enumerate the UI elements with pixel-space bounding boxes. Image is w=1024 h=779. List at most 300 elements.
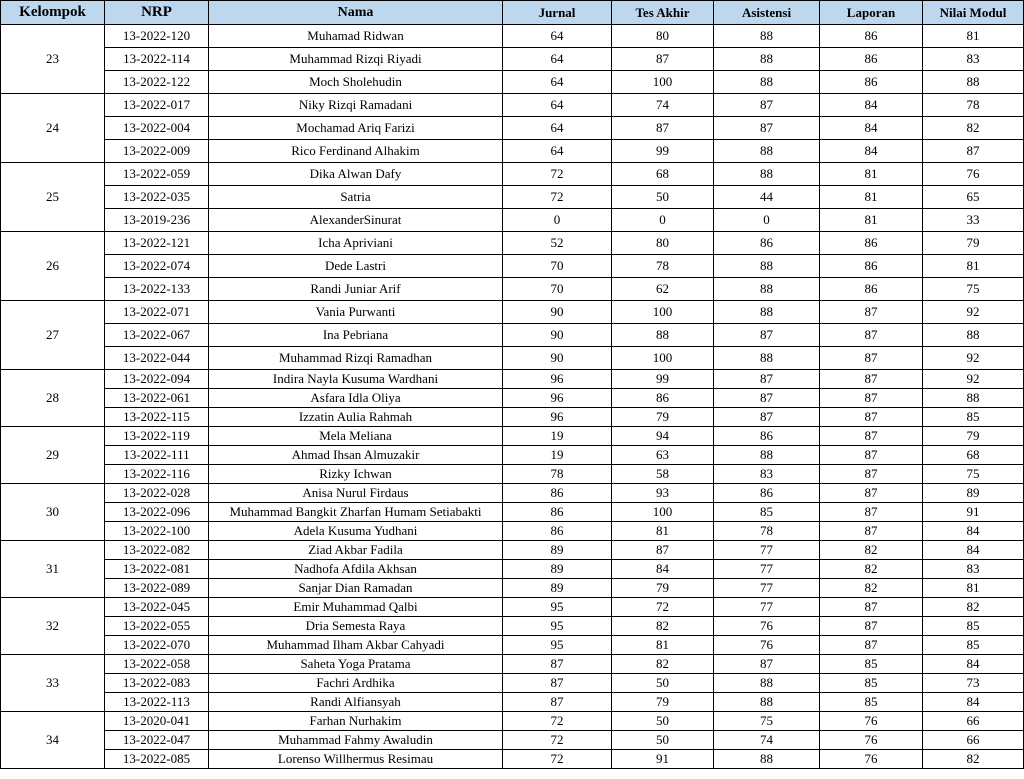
jurnal-cell: 70	[503, 278, 612, 301]
asistensi-cell: 83	[714, 465, 820, 484]
table-row	[1, 598, 1024, 617]
jurnal-cell: 72	[503, 163, 612, 186]
asistensi-cell: 88	[714, 446, 820, 465]
nilai-modul-cell: 81	[923, 579, 1024, 598]
laporan-cell: 84	[820, 140, 923, 163]
nama-cell: Sanjar Dian Ramadan	[209, 579, 503, 598]
asistensi-cell: 88	[714, 278, 820, 301]
nrp-cell: 13-2020-041	[105, 712, 209, 731]
tes-akhir-cell: 50	[612, 712, 714, 731]
jurnal-cell: 64	[503, 140, 612, 163]
jurnal-cell: 87	[503, 674, 612, 693]
asistensi-cell: 88	[714, 674, 820, 693]
tes-akhir-cell: 79	[612, 579, 714, 598]
tes-akhir-cell: 84	[612, 560, 714, 579]
jurnal-cell: 87	[503, 655, 612, 674]
nama-cell: Muhammad Bangkit Zharfan Humam Setiabakti	[209, 503, 503, 522]
laporan-cell: 87	[820, 503, 923, 522]
tes-akhir-cell: 62	[612, 278, 714, 301]
nilai-modul-cell: 66	[923, 731, 1024, 750]
header-kelompok: Kelompok	[1, 1, 105, 25]
tes-akhir-cell: 78	[612, 255, 714, 278]
asistensi-cell: 88	[714, 140, 820, 163]
table-row	[1, 370, 1024, 389]
jurnal-cell: 89	[503, 579, 612, 598]
table-row	[1, 324, 1024, 347]
nilai-modul-cell: 75	[923, 278, 1024, 301]
nrp-cell: 13-2022-070	[105, 636, 209, 655]
nrp-cell: 13-2022-071	[105, 301, 209, 324]
nama-cell: Asfara Idla Oliya	[209, 389, 503, 408]
header-jurnal: Jurnal	[503, 1, 612, 25]
asistensi-cell: 88	[714, 71, 820, 94]
nilai-modul-cell: 89	[923, 484, 1024, 503]
laporan-cell: 76	[820, 750, 923, 769]
tes-akhir-cell: 82	[612, 655, 714, 674]
nama-cell: Mochamad Ariq Farizi	[209, 117, 503, 140]
laporan-cell: 84	[820, 117, 923, 140]
jurnal-cell: 86	[503, 484, 612, 503]
tes-akhir-cell: 81	[612, 636, 714, 655]
table-row	[1, 522, 1024, 541]
nama-cell: Dede Lastri	[209, 255, 503, 278]
header-nama: Nama	[209, 1, 503, 25]
nilai-modul-cell: 91	[923, 503, 1024, 522]
nrp-cell: 13-2022-100	[105, 522, 209, 541]
laporan-cell: 86	[820, 48, 923, 71]
tes-akhir-cell: 87	[612, 48, 714, 71]
table-row	[1, 48, 1024, 71]
laporan-cell: 81	[820, 186, 923, 209]
nama-cell: Muhammad Fahmy Awaludin	[209, 731, 503, 750]
asistensi-cell: 85	[714, 503, 820, 522]
tes-akhir-cell: 99	[612, 140, 714, 163]
kelompok-cell: 25	[1, 163, 105, 232]
nrp-cell: 13-2022-045	[105, 598, 209, 617]
nrp-cell: 13-2022-121	[105, 232, 209, 255]
nrp-cell: 13-2022-074	[105, 255, 209, 278]
nama-cell: Moch Sholehudin	[209, 71, 503, 94]
asistensi-cell: 76	[714, 636, 820, 655]
kelompok-cell: 26	[1, 232, 105, 301]
table-row	[1, 278, 1024, 301]
asistensi-cell: 87	[714, 94, 820, 117]
asistensi-cell: 87	[714, 389, 820, 408]
asistensi-cell: 88	[714, 163, 820, 186]
nrp-cell: 13-2022-035	[105, 186, 209, 209]
nama-cell: Dika Alwan Dafy	[209, 163, 503, 186]
laporan-cell: 85	[820, 655, 923, 674]
tes-akhir-cell: 50	[612, 186, 714, 209]
jurnal-cell: 96	[503, 408, 612, 427]
asistensi-cell: 88	[714, 48, 820, 71]
table-row	[1, 117, 1024, 140]
asistensi-cell: 87	[714, 324, 820, 347]
table-row	[1, 636, 1024, 655]
jurnal-cell: 52	[503, 232, 612, 255]
table-row	[1, 731, 1024, 750]
tes-akhir-cell: 50	[612, 731, 714, 750]
laporan-cell: 81	[820, 163, 923, 186]
laporan-cell: 86	[820, 278, 923, 301]
nrp-cell: 13-2022-061	[105, 389, 209, 408]
header-tes-akhir: Tes Akhir	[612, 1, 714, 25]
asistensi-cell: 0	[714, 209, 820, 232]
jurnal-cell: 19	[503, 446, 612, 465]
nrp-cell: 13-2022-119	[105, 427, 209, 446]
header-asistensi: Asistensi	[714, 1, 820, 25]
nilai-modul-cell: 83	[923, 560, 1024, 579]
kelompok-cell: 28	[1, 370, 105, 427]
nama-cell: Saheta Yoga Pratama	[209, 655, 503, 674]
nrp-cell: 13-2022-044	[105, 347, 209, 370]
table-row	[1, 617, 1024, 636]
nrp-cell: 13-2022-004	[105, 117, 209, 140]
table-row	[1, 579, 1024, 598]
tes-akhir-cell: 100	[612, 301, 714, 324]
nama-cell: Niky Rizqi Ramadani	[209, 94, 503, 117]
laporan-cell: 87	[820, 347, 923, 370]
jurnal-cell: 64	[503, 48, 612, 71]
tes-akhir-cell: 68	[612, 163, 714, 186]
asistensi-cell: 88	[714, 25, 820, 48]
tes-akhir-cell: 100	[612, 347, 714, 370]
kelompok-cell: 23	[1, 25, 105, 94]
nilai-modul-cell: 66	[923, 712, 1024, 731]
nilai-modul-cell: 83	[923, 48, 1024, 71]
jurnal-cell: 70	[503, 255, 612, 278]
nilai-modul-cell: 88	[923, 71, 1024, 94]
laporan-cell: 87	[820, 370, 923, 389]
nama-cell: Fachri Ardhika	[209, 674, 503, 693]
nama-cell: Muhammad Rizqi Ramadhan	[209, 347, 503, 370]
jurnal-cell: 89	[503, 560, 612, 579]
asistensi-cell: 88	[714, 301, 820, 324]
nrp-cell: 13-2022-085	[105, 750, 209, 769]
nama-cell: Dria Semesta Raya	[209, 617, 503, 636]
table-row	[1, 163, 1024, 186]
tes-akhir-cell: 87	[612, 117, 714, 140]
table-row	[1, 750, 1024, 769]
laporan-cell: 82	[820, 579, 923, 598]
table-row	[1, 71, 1024, 94]
tes-akhir-cell: 100	[612, 71, 714, 94]
nilai-modul-cell: 82	[923, 117, 1024, 140]
tes-akhir-cell: 0	[612, 209, 714, 232]
asistensi-cell: 76	[714, 617, 820, 636]
nrp-cell: 13-2022-059	[105, 163, 209, 186]
table-row	[1, 484, 1024, 503]
table-row	[1, 674, 1024, 693]
table-row	[1, 209, 1024, 232]
nilai-modul-cell: 84	[923, 522, 1024, 541]
header-row	[1, 1, 1024, 25]
laporan-cell: 87	[820, 324, 923, 347]
table-row	[1, 301, 1024, 324]
nilai-modul-cell: 76	[923, 163, 1024, 186]
laporan-cell: 87	[820, 617, 923, 636]
jurnal-cell: 64	[503, 94, 612, 117]
nilai-modul-cell: 92	[923, 347, 1024, 370]
asistensi-cell: 87	[714, 408, 820, 427]
tes-akhir-cell: 80	[612, 25, 714, 48]
table-row	[1, 186, 1024, 209]
tes-akhir-cell: 100	[612, 503, 714, 522]
jurnal-cell: 95	[503, 598, 612, 617]
nilai-modul-cell: 82	[923, 750, 1024, 769]
asistensi-cell: 86	[714, 484, 820, 503]
tes-akhir-cell: 58	[612, 465, 714, 484]
tes-akhir-cell: 74	[612, 94, 714, 117]
laporan-cell: 87	[820, 636, 923, 655]
asistensi-cell: 74	[714, 731, 820, 750]
table-row	[1, 94, 1024, 117]
jurnal-cell: 95	[503, 617, 612, 636]
tes-akhir-cell: 79	[612, 408, 714, 427]
asistensi-cell: 86	[714, 427, 820, 446]
jurnal-cell: 96	[503, 370, 612, 389]
header-nrp: NRP	[105, 1, 209, 25]
asistensi-cell: 88	[714, 347, 820, 370]
nama-cell: Rizky Ichwan	[209, 465, 503, 484]
tes-akhir-cell: 81	[612, 522, 714, 541]
table-row	[1, 232, 1024, 255]
nama-cell: Izzatin Aulia Rahmah	[209, 408, 503, 427]
nama-cell: Muhammad Ilham Akbar Cahyadi	[209, 636, 503, 655]
asistensi-cell: 87	[714, 370, 820, 389]
asistensi-cell: 86	[714, 232, 820, 255]
nrp-cell: 13-2022-083	[105, 674, 209, 693]
nilai-modul-cell: 88	[923, 324, 1024, 347]
laporan-cell: 87	[820, 427, 923, 446]
asistensi-cell: 88	[714, 750, 820, 769]
nrp-cell: 13-2022-009	[105, 140, 209, 163]
jurnal-cell: 86	[503, 503, 612, 522]
nama-cell: Muhammad Rizqi Riyadi	[209, 48, 503, 71]
nama-cell: Lorenso Willhermus Resimau	[209, 750, 503, 769]
table-row	[1, 503, 1024, 522]
jurnal-cell: 64	[503, 117, 612, 140]
nama-cell: Farhan Nurhakim	[209, 712, 503, 731]
nama-cell: Mela Meliana	[209, 427, 503, 446]
nrp-cell: 13-2022-133	[105, 278, 209, 301]
nilai-modul-cell: 81	[923, 255, 1024, 278]
tes-akhir-cell: 93	[612, 484, 714, 503]
laporan-cell: 82	[820, 560, 923, 579]
asistensi-cell: 44	[714, 186, 820, 209]
jurnal-cell: 64	[503, 71, 612, 94]
nilai-modul-cell: 82	[923, 598, 1024, 617]
nama-cell: Ahmad Ihsan Almuzakir	[209, 446, 503, 465]
table-row	[1, 560, 1024, 579]
nilai-modul-cell: 79	[923, 232, 1024, 255]
nrp-cell: 13-2022-028	[105, 484, 209, 503]
jurnal-cell: 64	[503, 25, 612, 48]
jurnal-cell: 72	[503, 731, 612, 750]
tes-akhir-cell: 94	[612, 427, 714, 446]
jurnal-cell: 96	[503, 389, 612, 408]
kelompok-cell: 32	[1, 598, 105, 655]
nrp-cell: 13-2022-094	[105, 370, 209, 389]
nama-cell: Icha Apriviani	[209, 232, 503, 255]
nilai-modul-cell: 92	[923, 301, 1024, 324]
nilai-modul-cell: 92	[923, 370, 1024, 389]
nama-cell: Anisa Nurul Firdaus	[209, 484, 503, 503]
table-row	[1, 255, 1024, 278]
table-row	[1, 541, 1024, 560]
laporan-cell: 86	[820, 25, 923, 48]
nrp-cell: 13-2022-017	[105, 94, 209, 117]
table-row	[1, 140, 1024, 163]
nilai-modul-cell: 87	[923, 140, 1024, 163]
kelompok-cell: 29	[1, 427, 105, 484]
nilai-modul-cell: 84	[923, 655, 1024, 674]
nilai-modul-cell: 79	[923, 427, 1024, 446]
table-row	[1, 465, 1024, 484]
asistensi-cell: 77	[714, 560, 820, 579]
tes-akhir-cell: 87	[612, 541, 714, 560]
nrp-cell: 13-2022-120	[105, 25, 209, 48]
nilai-modul-cell: 33	[923, 209, 1024, 232]
nrp-cell: 13-2022-096	[105, 503, 209, 522]
laporan-cell: 84	[820, 94, 923, 117]
table-row	[1, 408, 1024, 427]
laporan-cell: 87	[820, 446, 923, 465]
table-row	[1, 655, 1024, 674]
nilai-modul-cell: 85	[923, 408, 1024, 427]
tes-akhir-cell: 63	[612, 446, 714, 465]
tes-akhir-cell: 80	[612, 232, 714, 255]
nama-cell: Indira Nayla Kusuma Wardhani	[209, 370, 503, 389]
nrp-cell: 13-2022-047	[105, 731, 209, 750]
jurnal-cell: 90	[503, 324, 612, 347]
tes-akhir-cell: 82	[612, 617, 714, 636]
nrp-cell: 13-2022-081	[105, 560, 209, 579]
nama-cell: Emir Muhammad Qalbi	[209, 598, 503, 617]
nrp-cell: 13-2022-114	[105, 48, 209, 71]
tes-akhir-cell: 86	[612, 389, 714, 408]
laporan-cell: 85	[820, 693, 923, 712]
nilai-modul-cell: 75	[923, 465, 1024, 484]
table-row	[1, 693, 1024, 712]
jurnal-cell: 0	[503, 209, 612, 232]
nama-cell: Ina Pebriana	[209, 324, 503, 347]
nrp-cell: 13-2022-116	[105, 465, 209, 484]
jurnal-cell: 95	[503, 636, 612, 655]
nilai-modul-cell: 81	[923, 25, 1024, 48]
jurnal-cell: 87	[503, 693, 612, 712]
nrp-cell: 13-2022-115	[105, 408, 209, 427]
laporan-cell: 86	[820, 232, 923, 255]
laporan-cell: 87	[820, 408, 923, 427]
nilai-modul-cell: 68	[923, 446, 1024, 465]
kelompok-cell: 27	[1, 301, 105, 370]
asistensi-cell: 78	[714, 522, 820, 541]
asistensi-cell: 77	[714, 598, 820, 617]
nilai-modul-cell: 65	[923, 186, 1024, 209]
laporan-cell: 76	[820, 731, 923, 750]
jurnal-cell: 90	[503, 347, 612, 370]
jurnal-cell: 78	[503, 465, 612, 484]
nama-cell: Rico Ferdinand Alhakim	[209, 140, 503, 163]
tes-akhir-cell: 50	[612, 674, 714, 693]
nrp-cell: 13-2022-111	[105, 446, 209, 465]
laporan-cell: 87	[820, 522, 923, 541]
nrp-cell: 13-2022-058	[105, 655, 209, 674]
nama-cell: Ziad Akbar Fadila	[209, 541, 503, 560]
nilai-modul-cell: 84	[923, 693, 1024, 712]
header-laporan: Laporan	[820, 1, 923, 25]
tes-akhir-cell: 79	[612, 693, 714, 712]
kelompok-cell: 33	[1, 655, 105, 712]
laporan-cell: 81	[820, 209, 923, 232]
jurnal-cell: 72	[503, 186, 612, 209]
table-row	[1, 712, 1024, 731]
table-row	[1, 347, 1024, 370]
nama-cell: Satria	[209, 186, 503, 209]
asistensi-cell: 88	[714, 693, 820, 712]
tes-akhir-cell: 72	[612, 598, 714, 617]
nrp-cell: 13-2022-122	[105, 71, 209, 94]
asistensi-cell: 88	[714, 255, 820, 278]
jurnal-cell: 90	[503, 301, 612, 324]
nilai-modul-cell: 73	[923, 674, 1024, 693]
nrp-cell: 13-2022-082	[105, 541, 209, 560]
nama-cell: Vania Purwanti	[209, 301, 503, 324]
laporan-cell: 87	[820, 465, 923, 484]
laporan-cell: 82	[820, 541, 923, 560]
nrp-cell: 13-2022-089	[105, 579, 209, 598]
nrp-cell: 13-2022-055	[105, 617, 209, 636]
nama-cell: Randi Alfiansyah	[209, 693, 503, 712]
asistensi-cell: 77	[714, 541, 820, 560]
tes-akhir-cell: 88	[612, 324, 714, 347]
laporan-cell: 85	[820, 674, 923, 693]
kelompok-cell: 31	[1, 541, 105, 598]
nilai-modul-cell: 85	[923, 636, 1024, 655]
nilai-modul-cell: 85	[923, 617, 1024, 636]
nrp-cell: 13-2022-113	[105, 693, 209, 712]
table-row	[1, 446, 1024, 465]
jurnal-cell: 19	[503, 427, 612, 446]
nilai-modul-cell: 88	[923, 389, 1024, 408]
kelompok-cell: 24	[1, 94, 105, 163]
table-row	[1, 25, 1024, 48]
laporan-cell: 87	[820, 484, 923, 503]
nilai-modul-cell: 84	[923, 541, 1024, 560]
table-row	[1, 427, 1024, 446]
nama-cell: Adela Kusuma Yudhani	[209, 522, 503, 541]
kelompok-cell: 34	[1, 712, 105, 769]
nama-cell: Nadhofa Afdila Akhsan	[209, 560, 503, 579]
laporan-cell: 87	[820, 301, 923, 324]
nrp-cell: 13-2019-236	[105, 209, 209, 232]
nilai-modul-cell: 78	[923, 94, 1024, 117]
kelompok-cell: 30	[1, 484, 105, 541]
laporan-cell: 76	[820, 712, 923, 731]
laporan-cell: 86	[820, 255, 923, 278]
tes-akhir-cell: 99	[612, 370, 714, 389]
jurnal-cell: 86	[503, 522, 612, 541]
jurnal-cell: 89	[503, 541, 612, 560]
header-nilai-modul: Nilai Modul	[923, 1, 1024, 25]
asistensi-cell: 77	[714, 579, 820, 598]
laporan-cell: 87	[820, 389, 923, 408]
asistensi-cell: 87	[714, 655, 820, 674]
nama-cell: Muhamad Ridwan	[209, 25, 503, 48]
nama-cell: Randi Juniar Arif	[209, 278, 503, 301]
tes-akhir-cell: 91	[612, 750, 714, 769]
